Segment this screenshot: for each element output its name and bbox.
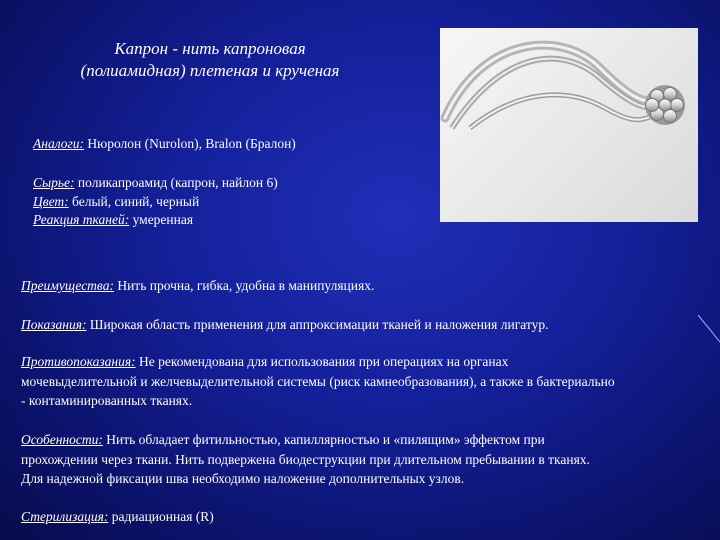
slide-title — [20, 38, 400, 82]
advantages-text: Нить прочна, гибка, удобна в манипуляциях. — [113, 278, 375, 293]
suture-thread-photo — [440, 28, 698, 222]
indications-label: Показания: — [21, 317, 87, 332]
contraindications-line-1 — [21, 352, 720, 372]
color-label: Цвет: — [33, 194, 69, 209]
contraindications-line-2: мочевыделительной и желчевыделительной системы (риск камнеобразования), а также в бактериально — [21, 373, 615, 389]
advantages-label: Преимущества: — [21, 278, 114, 293]
features-text-1: Нить обладает фитильностью, капиллярностью и «пилящим» эффектом при — [102, 432, 545, 447]
title-line-2: (полиамидная) плетеная и крученая — [80, 61, 340, 80]
analogs-label: Аналоги: — [33, 136, 85, 151]
raw-material-label: Сырье: — [33, 175, 75, 190]
features-paragraph — [21, 430, 720, 489]
raw-material-text: поликапроамид (капрон, найлон 6) — [74, 175, 278, 190]
decorative-line-icon — [698, 290, 720, 350]
advantages-paragraph — [21, 276, 720, 296]
color-text: белый, синий, черный — [68, 194, 200, 209]
indications-paragraph — [21, 315, 720, 335]
title-line-1: Капрон - нить капроновая — [114, 39, 306, 58]
color-line — [33, 193, 199, 211]
features-line-1 — [21, 430, 720, 450]
features-line-3: Для надежной фиксации шва необходимо наложение дополнительных узлов. — [21, 471, 465, 486]
sterilization-paragraph — [21, 507, 720, 527]
sterilization-text: радиационная (R) — [108, 509, 214, 524]
contraindications-label: Противопоказания: — [21, 354, 136, 369]
indications-text: Широкая область применения для аппроксимации тканей и наложения лигатур. — [86, 317, 549, 332]
features-label: Особенности: — [21, 432, 103, 447]
tissue-reaction-line — [33, 211, 193, 229]
features-line-2: прохождении через ткани. Нить подвержена биодеструкции при длительном пребывании в тканях. — [21, 451, 590, 467]
braided-suture-thread-icon — [440, 28, 698, 222]
tissue-reaction-label: Реакция тканей: — [33, 212, 130, 227]
tissue-reaction-text: умеренная — [129, 212, 194, 227]
contraindications-line-3: - контаминированных тканях. — [21, 393, 193, 408]
contraindications-text-1: Не рекомендована для использования при операциях на органах — [135, 354, 509, 369]
sterilization-label: Стерилизация: — [21, 509, 109, 524]
contraindications-paragraph — [21, 352, 720, 411]
analogs-line — [33, 135, 296, 153]
analogs-text: Нюролон (Nurolon), Bralon (Бралон) — [84, 136, 296, 151]
raw-material-line — [33, 174, 278, 192]
